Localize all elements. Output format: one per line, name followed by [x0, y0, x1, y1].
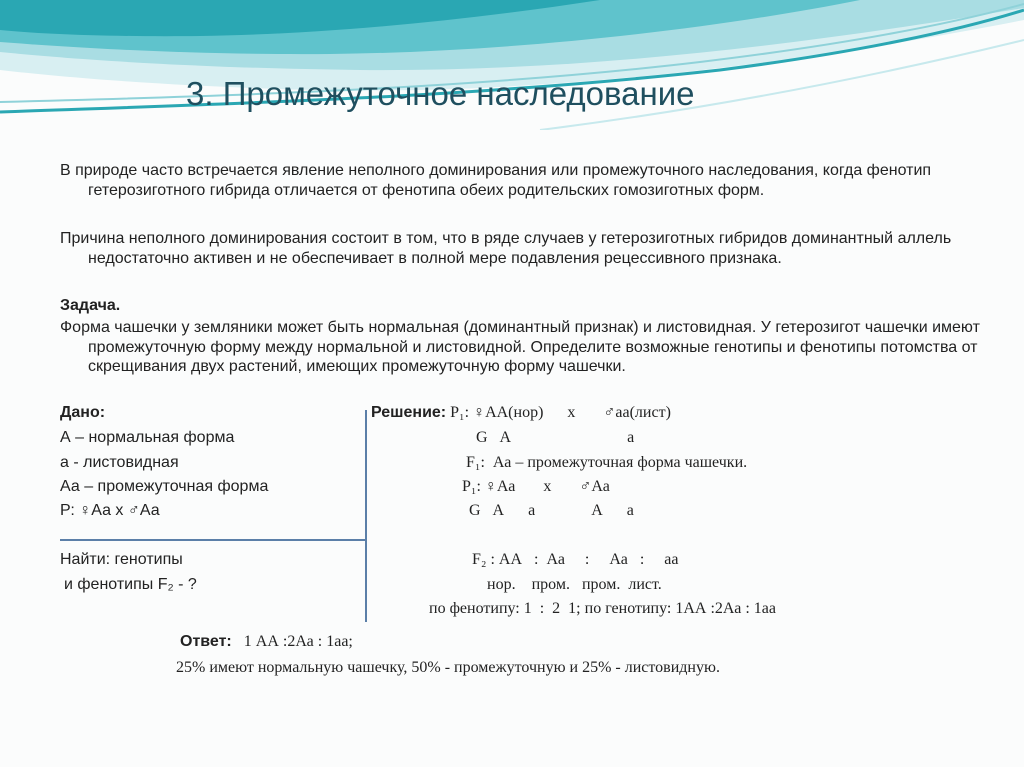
- solution-line-1: [371, 404, 671, 422]
- task-heading: Задача.: [60, 297, 121, 314]
- answer-summary: 25% имеют нормальную чашечку, 50% - промежуточную и 25% - листовидную.: [176, 659, 720, 676]
- horizontal-divider: [60, 539, 366, 541]
- find-line: и фенотипы F₂ - ?: [64, 576, 197, 593]
- given-line: Аа – промежуточная форма: [60, 478, 269, 495]
- vertical-divider: [365, 410, 367, 622]
- solution-phenotypes: нор. пром. пром. лист.: [487, 576, 662, 593]
- given-heading: Дано:: [60, 404, 106, 421]
- solution-cross-1: Р₁: ♀АА(нор) х ♂аа(лист): [446, 404, 671, 421]
- solution-gametes-1: G А а: [476, 429, 635, 446]
- given-line: Р: ♀Аа х ♂Аа: [60, 502, 160, 519]
- solution-ratio: по фенотипу: 1 : 2 1; по генотипу: 1АА :2Аа : 1аа: [429, 600, 776, 617]
- solution-gametes-2: G А а А а: [469, 502, 634, 519]
- slide-title: 3. Промежуточное наследование: [186, 75, 695, 112]
- given-line: А – нормальная форма: [60, 429, 235, 446]
- given-line: а - листовидная: [60, 454, 179, 471]
- answer-label: Ответ:: [180, 633, 232, 650]
- answer-genotypes: 1 АА :2Аа : 1аа;: [231, 633, 353, 650]
- intro-paragraph-1: В природе часто встречается явление неполного доминирования или промежуточного наследования, когда фенотип гетерозиготного гибрида отличается от фенотипа обеих родительских гомозиготных форм.: [60, 162, 932, 199]
- solution-cross-2: Р₁: ♀Аа х ♂Аа: [462, 478, 610, 495]
- task-text: Форма чашечки у земляники может быть нормальная (доминантный признак) и листовидная. У гетерозигот чашечки имеют промежуточную форму между нормальной и листовидной. Определите возможные генотипы и фенотипы потомства от скрещивания двух растений, имеющих промежуточную форму чашечки.: [60, 319, 980, 375]
- solution-f1: F₁: Аа – промежуточная форма чашечки.: [466, 454, 748, 471]
- solution-heading: Решение:: [371, 404, 447, 421]
- solution-f2: F₂ : АА : Аа : Аа : аа: [472, 551, 679, 568]
- answer-line: [180, 633, 353, 651]
- find-line: Найти: генотипы: [60, 551, 183, 568]
- intro-paragraph-2: Причина неполного доминирования состоит в том, что в ряде случаев у гетерозиготных гибридов доминантный аллель недостаточно активен и не обеспечивает в полной мере подавления рецессивного признака.: [60, 230, 952, 267]
